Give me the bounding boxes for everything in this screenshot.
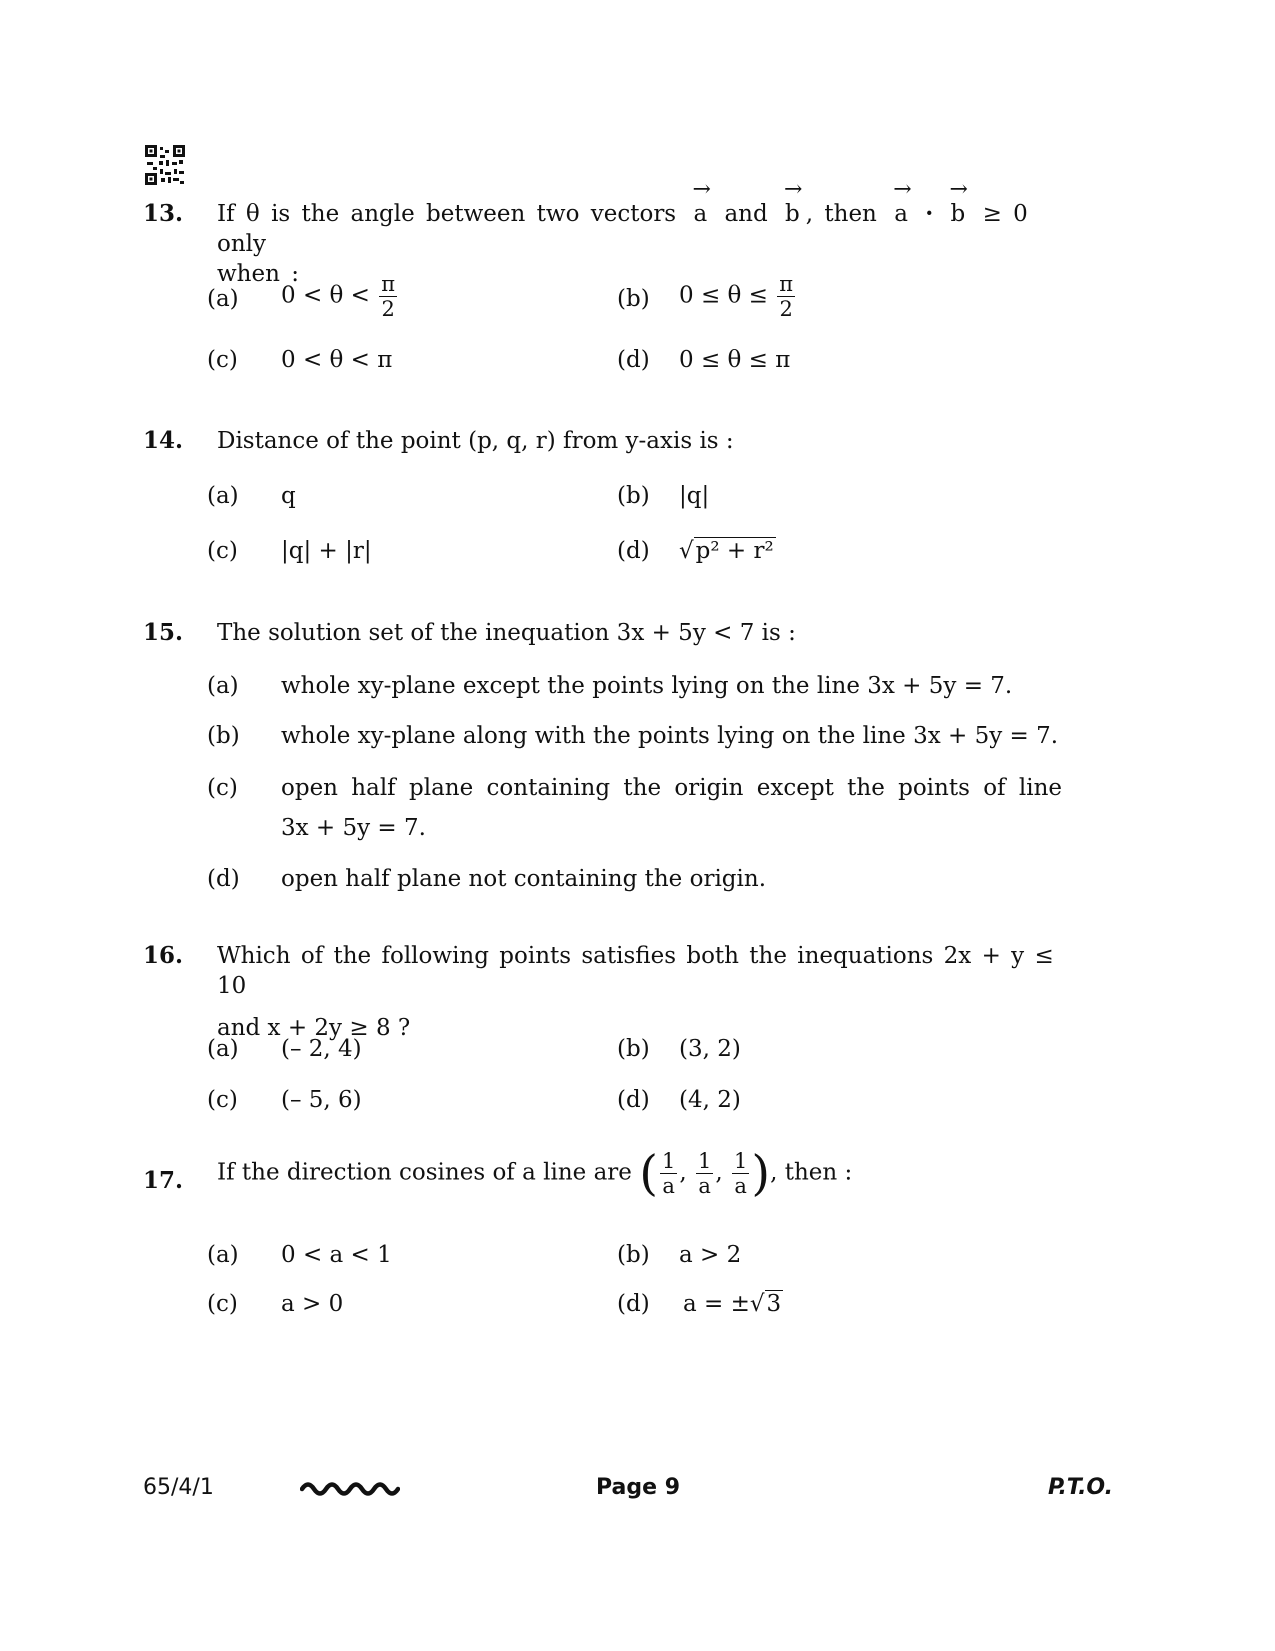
option-value: whole xy-plane along with the points lying on the line 3x + 5y = 7. <box>281 723 1059 749</box>
option-label: (c) <box>207 1291 238 1317</box>
fraction-denominator: a <box>662 1174 675 1198</box>
option-value: (4, 2) <box>679 1087 741 1113</box>
option-label: (c) <box>207 347 238 373</box>
fraction-numerator: 1 <box>661 1149 676 1173</box>
fraction-denominator: a <box>698 1174 711 1198</box>
fraction-numerator: π <box>381 272 396 296</box>
left-paren: ( <box>639 1145 658 1202</box>
option-lhs: a = ± <box>683 1291 750 1317</box>
option-label: (d) <box>617 538 650 564</box>
question-text: The solution set of the inequation 3x + 5y < 7 is : <box>217 620 796 646</box>
option-value: q <box>281 483 296 509</box>
option-label: (a) <box>207 1242 239 1268</box>
vector-b: → b <box>951 199 966 229</box>
option-label: (d) <box>617 347 650 373</box>
option-value: 0 ≤ θ ≤ π <box>679 347 791 373</box>
option-label: (c) <box>207 538 238 564</box>
option-label: (d) <box>617 1087 650 1113</box>
question-text-part: If the direction cosines of a line are <box>217 1159 632 1186</box>
question-text-part: ≥ 0 only <box>217 201 1028 257</box>
fraction-numerator: π <box>779 272 794 296</box>
option-value: open half plane containing the origin except the points of line <box>281 775 1063 801</box>
radicand: 3 <box>766 1291 782 1317</box>
vector-a: → a <box>894 199 908 229</box>
fraction <box>777 272 795 321</box>
fraction-denominator: 2 <box>779 297 793 321</box>
option-label: (a) <box>207 673 239 699</box>
option-value: |q| <box>679 483 710 509</box>
option-value: open half plane not containing the origin. <box>281 866 766 892</box>
pto-label: P.T.O. <box>1048 1475 1114 1500</box>
question-text-part: , then <box>805 201 877 227</box>
question-text: If the direction cosines of a line are ( $\frac{1}{a}$ , $\frac{1}{a}$ , $\frac{1}{a}$ ), then : <box>217 1145 853 1202</box>
option-value: a > 0 <box>281 1291 344 1317</box>
option-value <box>683 1289 783 1319</box>
option-label: (a) <box>207 483 239 509</box>
dot-operator: · <box>925 200 934 227</box>
option-label: (d) <box>617 1291 650 1317</box>
option-label: (b) <box>207 723 240 749</box>
option-label: (a) <box>207 1036 239 1062</box>
question-number: 13. <box>143 200 184 227</box>
radicand: p² + r² <box>695 538 774 564</box>
option-value: 0 < θ < π <box>281 347 393 373</box>
option-label: (a) <box>207 286 239 312</box>
option-value <box>679 272 797 321</box>
question-text-line2: when : <box>217 261 299 287</box>
fraction <box>696 1149 713 1198</box>
question-number: 15. <box>143 619 184 646</box>
option-value <box>281 272 399 321</box>
option-label: (b) <box>617 1036 650 1062</box>
option-label: (c) <box>207 775 238 801</box>
question-text-line2: and x + 2y ≥ 8 ? <box>217 1015 411 1041</box>
option-value-line2: 3x + 5y = 7. <box>281 815 426 841</box>
fraction-numerator: 1 <box>733 1149 748 1173</box>
option-value <box>679 536 776 566</box>
question-text-part: If θ is the angle between two vectors <box>217 201 677 227</box>
option-value: (– 5, 6) <box>281 1087 362 1113</box>
qr-code-icon <box>145 145 185 185</box>
question-number: 16. <box>143 942 184 969</box>
option-label: (c) <box>207 1087 238 1113</box>
option-value: a > 2 <box>679 1242 742 1268</box>
option-value: 0 < a < 1 <box>281 1242 392 1268</box>
page-number: Page 9 <box>596 1475 681 1500</box>
question-number: 14. <box>143 427 184 454</box>
option-value: |q| + |r| <box>281 538 372 564</box>
vector-a: → a <box>693 199 707 229</box>
vector-b: → b <box>785 199 800 229</box>
question-text-part: , then : <box>770 1159 853 1186</box>
question-text <box>217 941 1077 1043</box>
fraction-numerator: 1 <box>697 1149 712 1173</box>
wave-ornament-icon <box>300 1474 400 1500</box>
sqrt-icon: √ <box>679 538 694 564</box>
fraction <box>732 1149 749 1198</box>
question-text-part: and <box>724 201 768 227</box>
right-paren: ) <box>751 1145 771 1202</box>
sqrt-icon: √ <box>749 1291 765 1317</box>
paper-code: 65/4/1 <box>143 1475 214 1500</box>
option-label: (d) <box>207 866 240 892</box>
option-label: (b) <box>617 1242 650 1268</box>
fraction <box>660 1149 677 1198</box>
option-lhs: 0 < θ < <box>281 282 370 309</box>
fraction-denominator: a <box>734 1174 747 1198</box>
fraction <box>379 272 397 321</box>
option-value: (3, 2) <box>679 1036 741 1062</box>
option-value: (– 2, 4) <box>281 1036 362 1062</box>
question-text-line1: Which of the following points satisfies both the inequations 2x + y ≤ 10 <box>217 943 1054 999</box>
option-lhs: 0 ≤ θ ≤ <box>679 282 768 309</box>
question-number: 17. <box>143 1167 184 1194</box>
option-label: (b) <box>617 483 650 509</box>
question-text: Distance of the point (p, q, r) from y-axis is : <box>217 428 734 454</box>
option-label: (b) <box>617 286 650 312</box>
fraction-denominator: 2 <box>381 297 395 321</box>
option-value: whole xy-plane except the points lying on the line 3x + 5y = 7. <box>281 673 1013 699</box>
